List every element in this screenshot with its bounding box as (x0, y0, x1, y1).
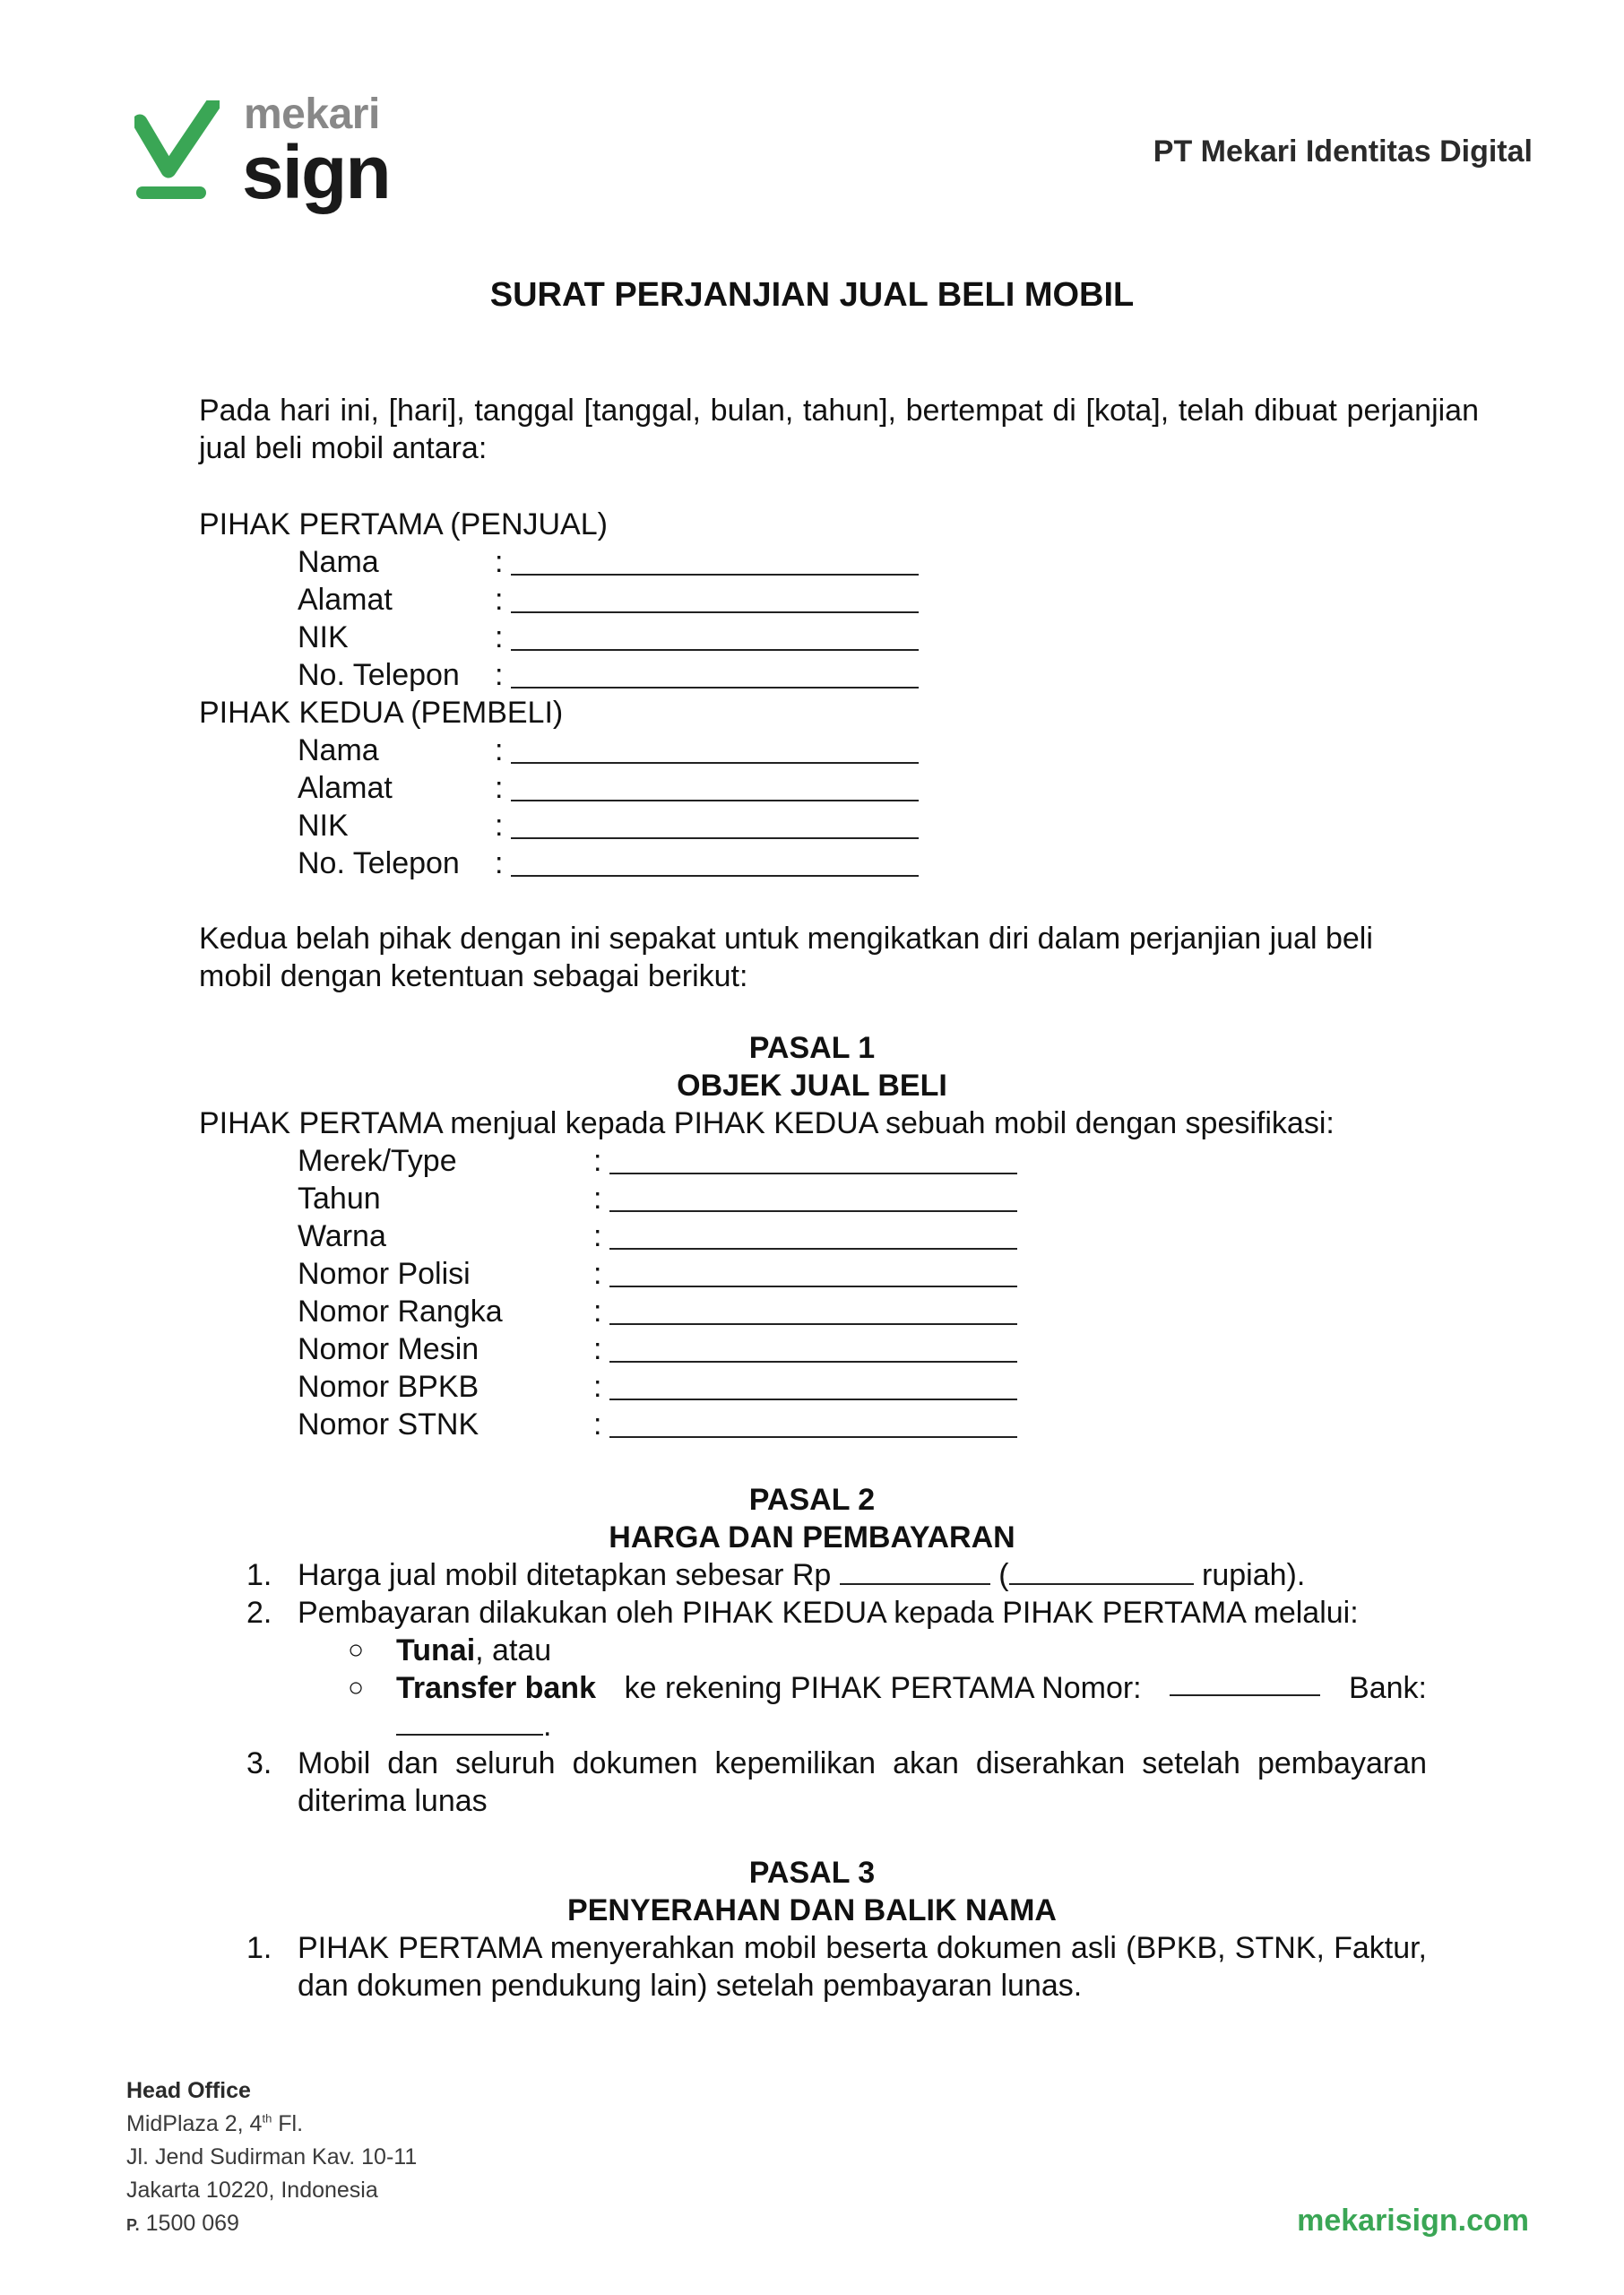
bank-label: Bank: (1349, 1671, 1427, 1705)
footer-address-line-2: Jl. Jend Sudirman Kav. 10-11 (126, 2144, 418, 2169)
price-clause-text: Harga jual mobil ditetapkan sebesar Rp (298, 1558, 832, 1592)
handover-clause-line-2: diterima lunas (298, 1784, 488, 1818)
list-number: 3. (246, 1746, 272, 1780)
field-colon: : (495, 733, 504, 767)
option-bold-text: Transfer bank (396, 1671, 596, 1705)
option-rest-text: , atau (475, 1633, 552, 1667)
second-party-field-label: Nama (298, 733, 379, 767)
payment-method-clause: Pembayaran dilakukan oleh PIHAK KEDUA kepada PIHAK PERTAMA melalui: (298, 1596, 1359, 1630)
second-party-field-label: Alamat (298, 771, 393, 805)
field-colon: : (495, 658, 504, 692)
second-party-field-label: No. Telepon (298, 846, 460, 880)
phone-number: 1500 069 (145, 2211, 239, 2236)
company-name: PT Mekari Identitas Digital (1153, 134, 1533, 169)
footer-phone (126, 2211, 239, 2237)
price-words-blank[interactable] (1009, 1558, 1194, 1585)
pasal-3-heading: PENYERAHAN DAN BALIK NAMA (567, 1893, 1057, 1927)
list-number: 1. (246, 1558, 272, 1592)
second-party-heading: PIHAK KEDUA (PEMBELI) (199, 696, 564, 730)
field-colon: : (593, 1332, 602, 1366)
logo-wordmark-sign: sign (242, 130, 390, 214)
vehicle-spec-label: Nomor Rangka (298, 1295, 503, 1329)
vehicle-spec-label: Nomor Mesin (298, 1332, 479, 1366)
intro-line-1: Pada hari ini, [hari], tanggal [tanggal, bulan, tahun], bertempat di [kota], telah dibuat perjanjian (199, 394, 1479, 428)
field-colon: : (593, 1182, 602, 1216)
footer-address-line-3: Jakarta 10220, Indonesia (126, 2178, 378, 2203)
bank-name-blank[interactable] (396, 1709, 543, 1736)
paren-open: ( (998, 1558, 1009, 1592)
handover-clause-line-1: Mobil dan seluruh dokumen kepemilikan akan diserahkan setelah pembayaran (298, 1746, 1427, 1780)
fill-in-line[interactable] (609, 1286, 1017, 1287)
vehicle-spec-label: Nomor BPKB (298, 1370, 479, 1404)
pasal-1-heading: OBJEK JUAL BELI (677, 1069, 947, 1103)
price-clause-tail: rupiah). (1202, 1558, 1306, 1592)
footer-address-line-1 (126, 2111, 303, 2137)
phone-label: P. (126, 2216, 140, 2234)
fill-in-line[interactable] (609, 1210, 1017, 1212)
fill-in-line[interactable] (609, 1173, 1017, 1174)
address-building: MidPlaza 2, 4 (126, 2111, 263, 2136)
fill-in-line[interactable] (511, 800, 919, 801)
pasal-1-number: PASAL 1 (748, 1031, 876, 1065)
first-party-field-label: Alamat (298, 583, 393, 617)
delivery-clause-line-2: dan dokumen pendukung lain) setelah pembayaran lunas. (298, 1969, 1083, 2003)
field-colon: : (593, 1370, 602, 1404)
fill-in-line[interactable] (609, 1436, 1017, 1438)
fill-in-line[interactable] (511, 762, 919, 764)
fill-in-line[interactable] (511, 611, 919, 613)
fill-in-line[interactable] (511, 837, 919, 839)
field-colon: : (495, 846, 504, 880)
price-clause (298, 1556, 1305, 1594)
first-party-field-label: NIK (298, 620, 349, 654)
option-rest-text: ke rekening PIHAK PERTAMA Nomor: (624, 1671, 1142, 1705)
agreement-line-2: mobil dengan ketentuan sebagai berikut: (199, 959, 748, 993)
option-bold-text: Tunai (396, 1633, 476, 1667)
first-party-field-label: No. Telepon (298, 658, 460, 692)
pasal-2-heading: HARGA DAN PEMBAYARAN (609, 1520, 1015, 1555)
mekari-sign-logo-icon (134, 100, 220, 204)
fill-in-line[interactable] (609, 1323, 1017, 1325)
vehicle-spec-label: Warna (298, 1219, 386, 1253)
intro-line-2: jual beli mobil antara: (199, 431, 488, 465)
footer-website-link[interactable]: mekarisign.com (1297, 2204, 1529, 2238)
field-colon: : (495, 545, 504, 579)
field-colon: : (495, 583, 504, 617)
field-colon: : (593, 1407, 602, 1442)
list-number: 2. (246, 1596, 272, 1630)
circle-bullet-icon: ○ (348, 1635, 365, 1665)
fill-in-line[interactable] (609, 1248, 1017, 1250)
field-colon: : (495, 620, 504, 654)
bank-name-row (396, 1707, 551, 1745)
account-number-blank[interactable] (1170, 1669, 1320, 1696)
fill-in-line[interactable] (511, 875, 919, 877)
agreement-line-1: Kedua belah pihak dengan ini sepakat untuk mengikatkan diri dalam perjanjian jual beli (199, 922, 1373, 956)
list-number: 1. (246, 1931, 272, 1965)
field-colon: : (593, 1219, 602, 1253)
payment-option-transfer (396, 1669, 1427, 1707)
vehicle-spec-label: Merek/Type (298, 1144, 457, 1178)
second-party-field-label: NIK (298, 809, 349, 843)
fill-in-line[interactable] (511, 687, 919, 688)
vehicle-spec-label: Nomor Polisi (298, 1257, 471, 1291)
fill-in-line[interactable] (609, 1361, 1017, 1363)
vehicle-spec-label: Tahun (298, 1182, 381, 1216)
field-colon: : (495, 771, 504, 805)
footer-heading: Head Office (126, 2078, 251, 2103)
fill-in-line[interactable] (511, 649, 919, 651)
field-colon: : (593, 1295, 602, 1329)
field-colon: : (495, 809, 504, 843)
pasal-1-intro: PIHAK PERTAMA menjual kepada PIHAK KEDUA sebuah mobil dengan spesifikasi: (199, 1106, 1335, 1140)
first-party-heading: PIHAK PERTAMA (PENJUAL) (199, 507, 608, 541)
field-colon: : (593, 1257, 602, 1291)
first-party-field-label: Nama (298, 545, 379, 579)
address-floor: Fl. (272, 2111, 304, 2136)
pasal-3-number: PASAL 3 (748, 1856, 876, 1890)
address-superscript: th (262, 2111, 272, 2126)
fill-in-line[interactable] (609, 1399, 1017, 1400)
field-colon: : (593, 1144, 602, 1178)
document-title: SURAT PERJANJIAN JUAL BELI MOBIL (489, 276, 1135, 314)
payment-option-cash (396, 1632, 551, 1669)
vehicle-spec-label: Nomor STNK (298, 1407, 479, 1442)
circle-bullet-icon: ○ (348, 1673, 365, 1702)
delivery-clause-line-1: PIHAK PERTAMA menyerahkan mobil beserta dokumen asli (BPKB, STNK, Faktur, (298, 1931, 1427, 1965)
bank-end-period: . (543, 1709, 552, 1743)
pasal-2-number: PASAL 2 (748, 1483, 876, 1517)
fill-in-line[interactable] (511, 574, 919, 576)
logo-wordmark-mekari: mekari (244, 91, 380, 138)
price-number-blank[interactable] (840, 1558, 990, 1585)
